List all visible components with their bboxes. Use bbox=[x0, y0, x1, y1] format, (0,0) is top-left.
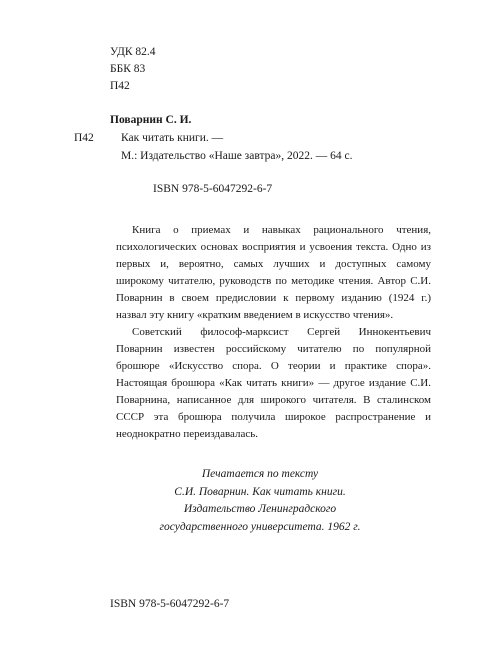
imprint-line-4: государственного университета. 1962 г. bbox=[159, 520, 361, 533]
isbn-bottom: ISBN 978-5-6047292-6-7 bbox=[110, 598, 230, 610]
imprint-line-1: Печатается по тексту bbox=[201, 468, 319, 480]
isbn-top: ISBN 978-5-6047292-6-7 bbox=[153, 183, 273, 195]
classification-block bbox=[110, 44, 156, 95]
udk-code: УДК 82.4 bbox=[110, 46, 156, 58]
imprint-line-3: Издательство Ленинградского bbox=[183, 503, 337, 515]
imprint-line-2: С.И. Поварнин. Как читать книги. bbox=[174, 485, 346, 498]
author-sign: П42 bbox=[110, 80, 130, 92]
publication-info: М.: Издательство «Наше завтра», 2022. — 64 с. bbox=[121, 150, 353, 162]
abstract-paragraph-1: Книга о приемах и навыках рационального чтения, психологических основах восприятия и усвоения текста. Одно из первых и, вероятно, самых лучших и доступных самому широкому читателю, руководств по методике чтения. Автор С.И. Поварнин в своем предисловии к первому изданию (1924 г.) назвал эту книгу «кратким введением в искусство чтения». bbox=[116, 224, 431, 321]
bbk-code: ББК 83 bbox=[110, 63, 146, 75]
book-title: Как читать книги. — bbox=[121, 132, 224, 144]
imprint-note bbox=[110, 466, 410, 536]
abstract-paragraph-2: Советский философ-марксист Сергей Иннокентьевич Поварнин известен российскому читателю по популярной брошюре «Искусство спора. О теории и практике спора». Настоящая брошюра «Как читать книги» — другое издание С.И. Поварнина, написанное для широкого читателя. В сталинском СССР эта брошюра получила широкое распространение и неоднократно переиздавалась. bbox=[116, 326, 431, 440]
author-name: Поварнин С. И. bbox=[110, 114, 192, 126]
author-sign-code: П42 bbox=[74, 132, 94, 144]
abstract bbox=[116, 222, 431, 443]
